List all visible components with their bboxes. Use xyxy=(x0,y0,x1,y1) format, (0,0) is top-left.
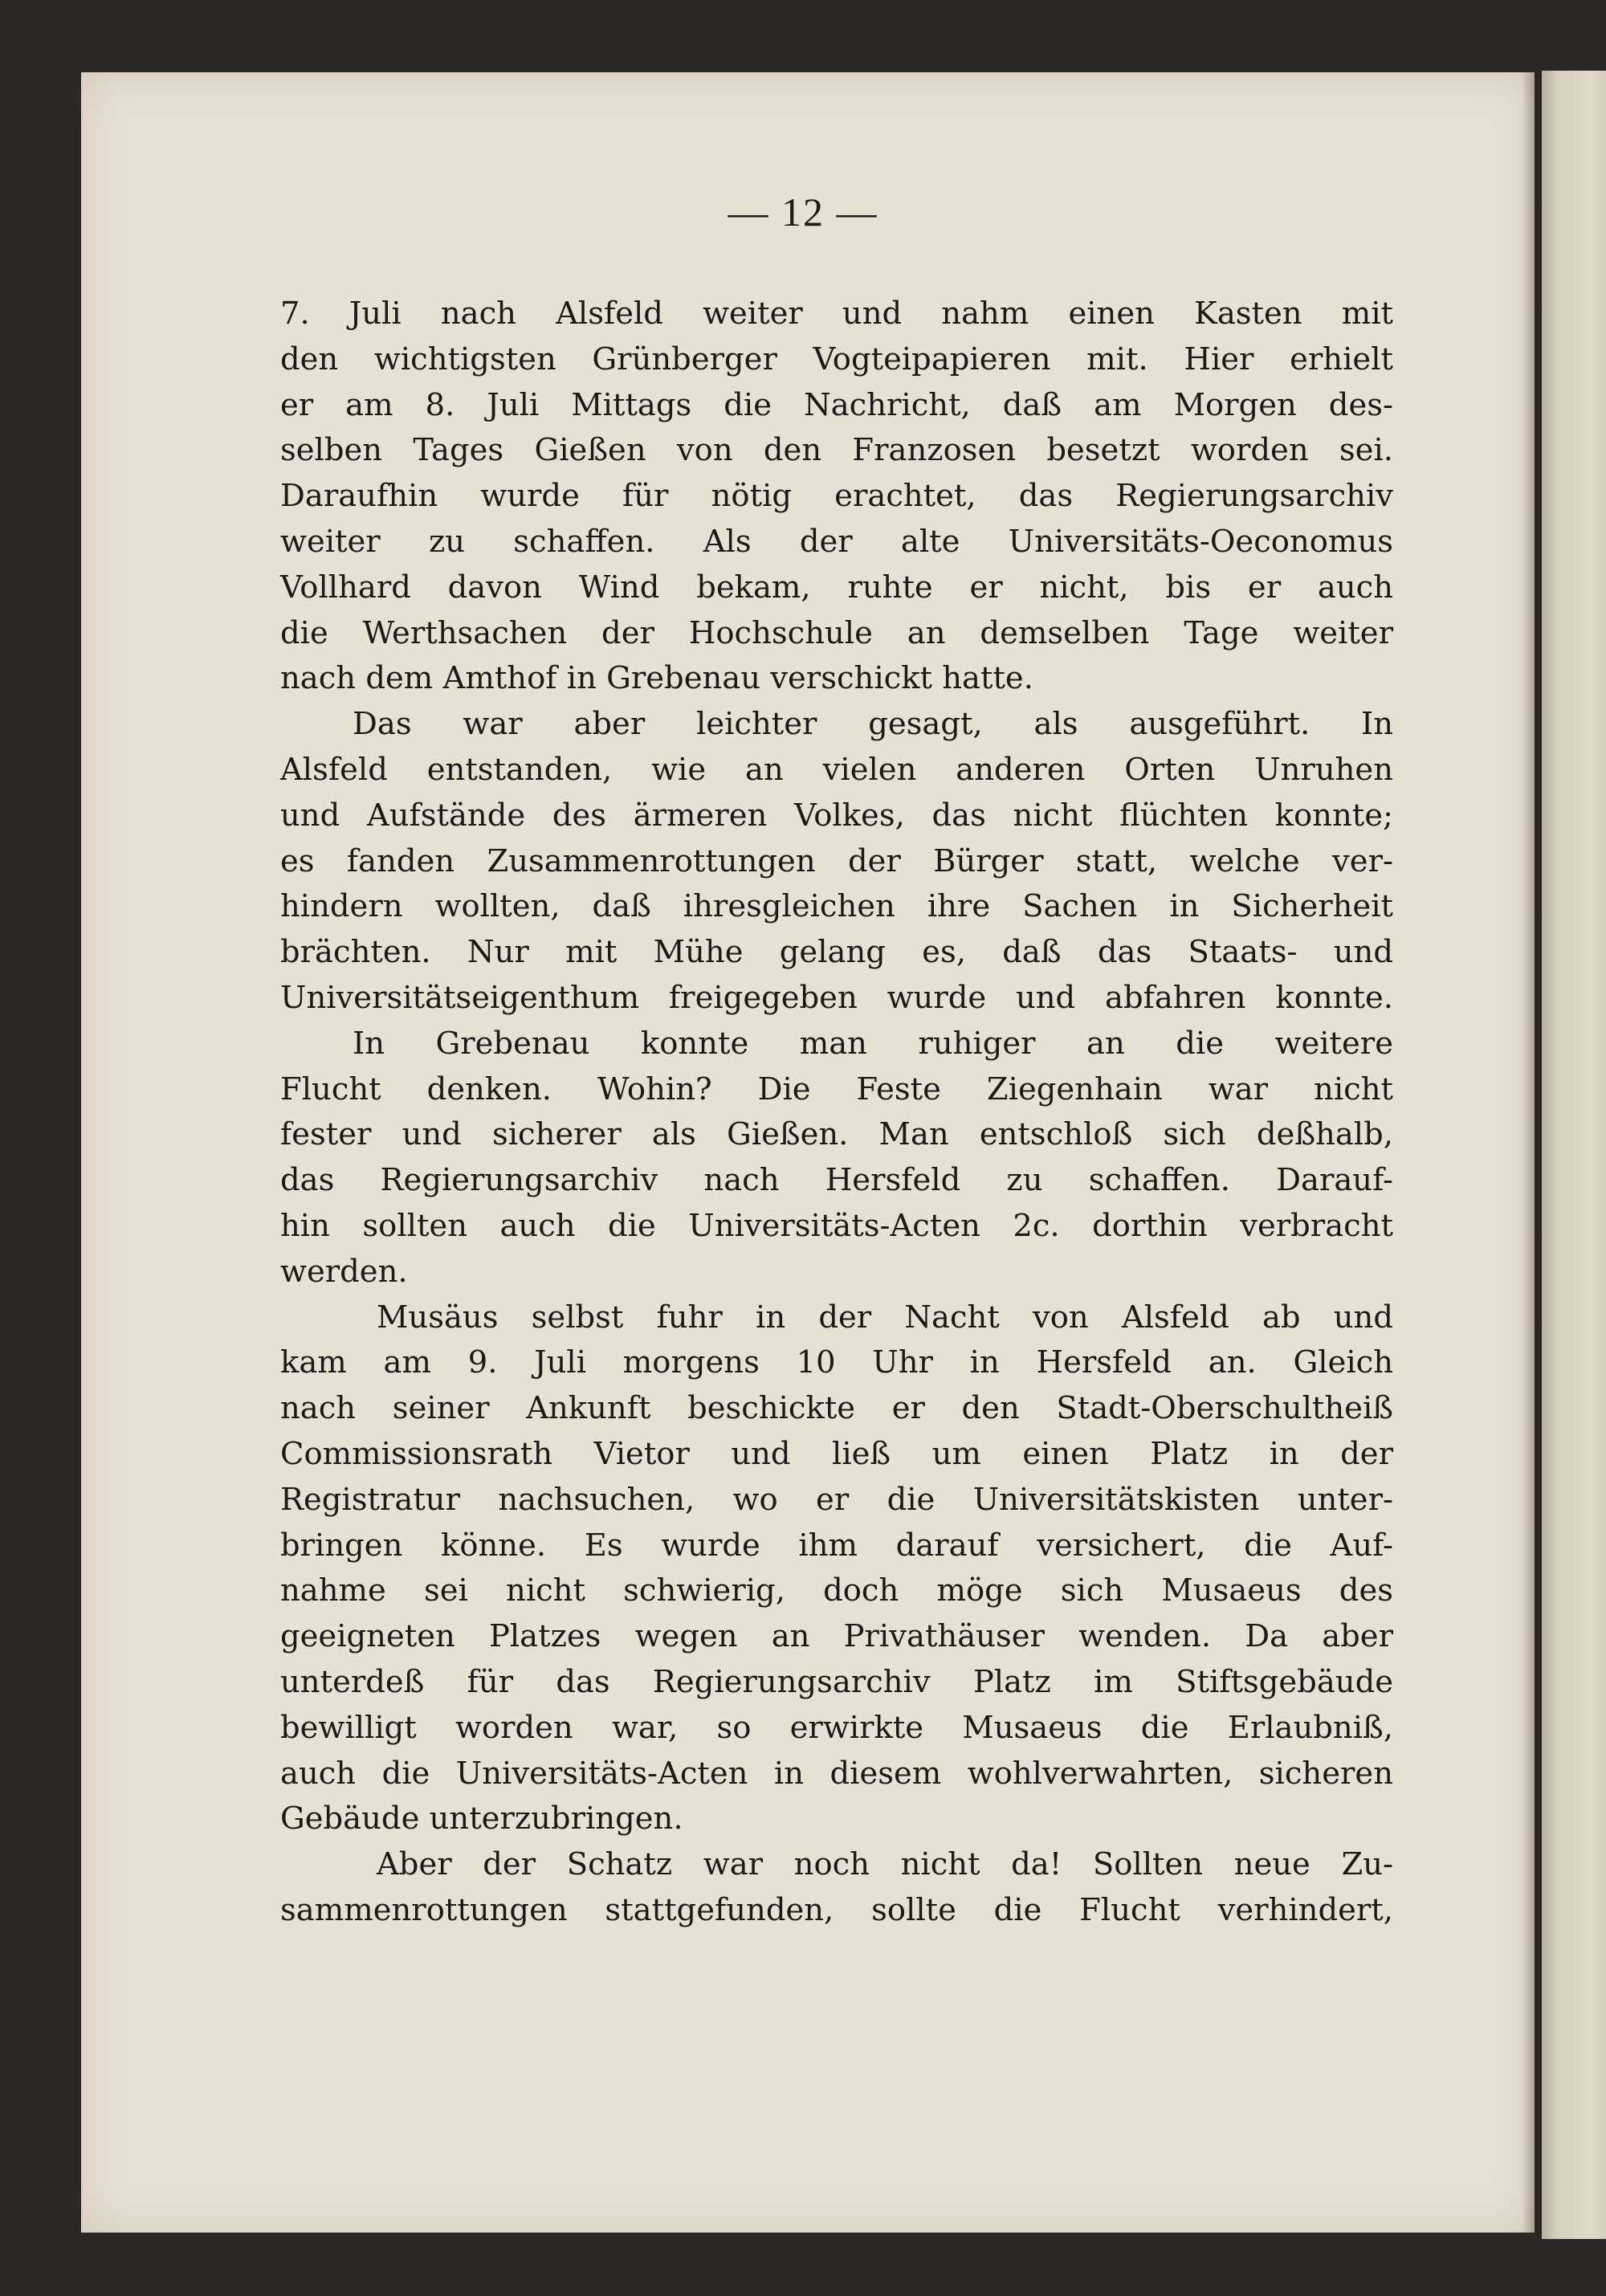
text-line: bringen könne. Es wurde ihm darauf versichert, die Auf- xyxy=(280,1527,1393,1564)
text-line: Alsfeld entstanden, wie an vielen anderen Orten Unruhen xyxy=(280,751,1393,788)
body-text xyxy=(280,292,1393,1934)
text-line: selben Tages Gießen von den Franzosen besetzt worden sei. xyxy=(280,432,1393,469)
text-line: sammenrottungen stattgefunden, sollte die Flucht verhindert, xyxy=(280,1891,1393,1928)
text-line: Das war aber leichter gesagt, als ausgeführt. In xyxy=(353,706,1393,743)
text-line: fester und sicherer als Gießen. Man entschloß sich deßhalb, xyxy=(280,1116,1393,1153)
next-page-edge xyxy=(1542,71,1606,2239)
text-line: Gebäude unterzubringen. xyxy=(280,1801,683,1837)
text-line: Vollhard davon Wind bekam, ruhte er nicht, bis er auch xyxy=(280,569,1393,606)
text-line: Daraufhin wurde für nötig erachtet, das Regierungsarchiv xyxy=(280,478,1393,515)
text-line: das Regierungsarchiv nach Hersfeld zu schaffen. Darauf- xyxy=(280,1162,1393,1199)
text-line: In Grebenau konnte man ruhiger an die weitere xyxy=(353,1025,1393,1062)
text-line: 7. Juli nach Alsfeld weiter und nahm einen Kasten mit xyxy=(280,296,1393,332)
text-line: nach dem Amthof in Grebenau verschickt hatte. xyxy=(280,660,1033,697)
text-line: die Werthsachen der Hochschule an demselben Tage weiter xyxy=(280,614,1393,651)
text-line: hindern wollten, daß ihresgleichen ihre Sachen in Sicherheit xyxy=(280,888,1393,925)
text-line: er am 8. Juli Mittags die Nachricht, daß am Morgen des- xyxy=(280,386,1393,423)
text-line: brächten. Nur mit Mühe gelang es, daß das Staats- und xyxy=(280,934,1393,971)
text-line: auch die Universitäts-Acten in diesem wohlverwahrten, sicheren xyxy=(280,1755,1393,1792)
page-number: — 12 — xyxy=(728,190,878,234)
text-line: kam am 9. Juli morgens 10 Uhr in Hersfeld an. Gleich xyxy=(280,1344,1393,1381)
text-line: Musäus selbst fuhr in der Nacht von Alsfeld ab und xyxy=(377,1299,1393,1336)
text-line: bewilligt worden war, so erwirkte Musaeus die Erlaubniß, xyxy=(280,1709,1393,1746)
text-line: Commissionsrath Vietor und ließ um einen Platz in der xyxy=(280,1435,1393,1472)
text-line: Registratur nachsuchen, wo er die Universitätskisten unter- xyxy=(280,1481,1393,1518)
text-line: werden. xyxy=(280,1253,408,1290)
text-line: geeigneten Platzes wegen an Privathäuser wenden. Da aber xyxy=(280,1618,1393,1655)
text-line: weiter zu schaffen. Als der alte Universitäts-Oeconomus xyxy=(280,523,1393,560)
text-line: nach seiner Ankunft beschickte er den Stadt-Oberschultheiß xyxy=(280,1390,1393,1427)
text-line: Aber der Schatz war noch nicht da! Sollten neue Zu- xyxy=(377,1846,1393,1883)
text-line: den wichtigsten Grünberger Vogteipapieren mit. Hier erhielt xyxy=(280,341,1393,377)
text-line: Flucht denken. Wohin? Die Feste Ziegenhain war nicht xyxy=(280,1071,1393,1107)
text-line: es fanden Zusammenrottungen der Bürger statt, welche ver- xyxy=(280,842,1393,879)
page-edge-shadow xyxy=(1522,72,1542,2233)
text-line: und Aufstände des ärmeren Volkes, das nicht flüchten konnte; xyxy=(280,797,1393,834)
text-line: hin sollten auch die Universitäts-Acten 2c. dorthin verbracht xyxy=(280,1207,1393,1244)
text-line: unterdeß für das Regierungsarchiv Platz im Stiftsgebäude xyxy=(280,1663,1393,1700)
text-line: nahme sei nicht schwierig, doch möge sich Musaeus des xyxy=(280,1572,1393,1609)
text-line: Universitätseigenthum freigegeben wurde und abfahren konnte. xyxy=(280,979,1393,1016)
